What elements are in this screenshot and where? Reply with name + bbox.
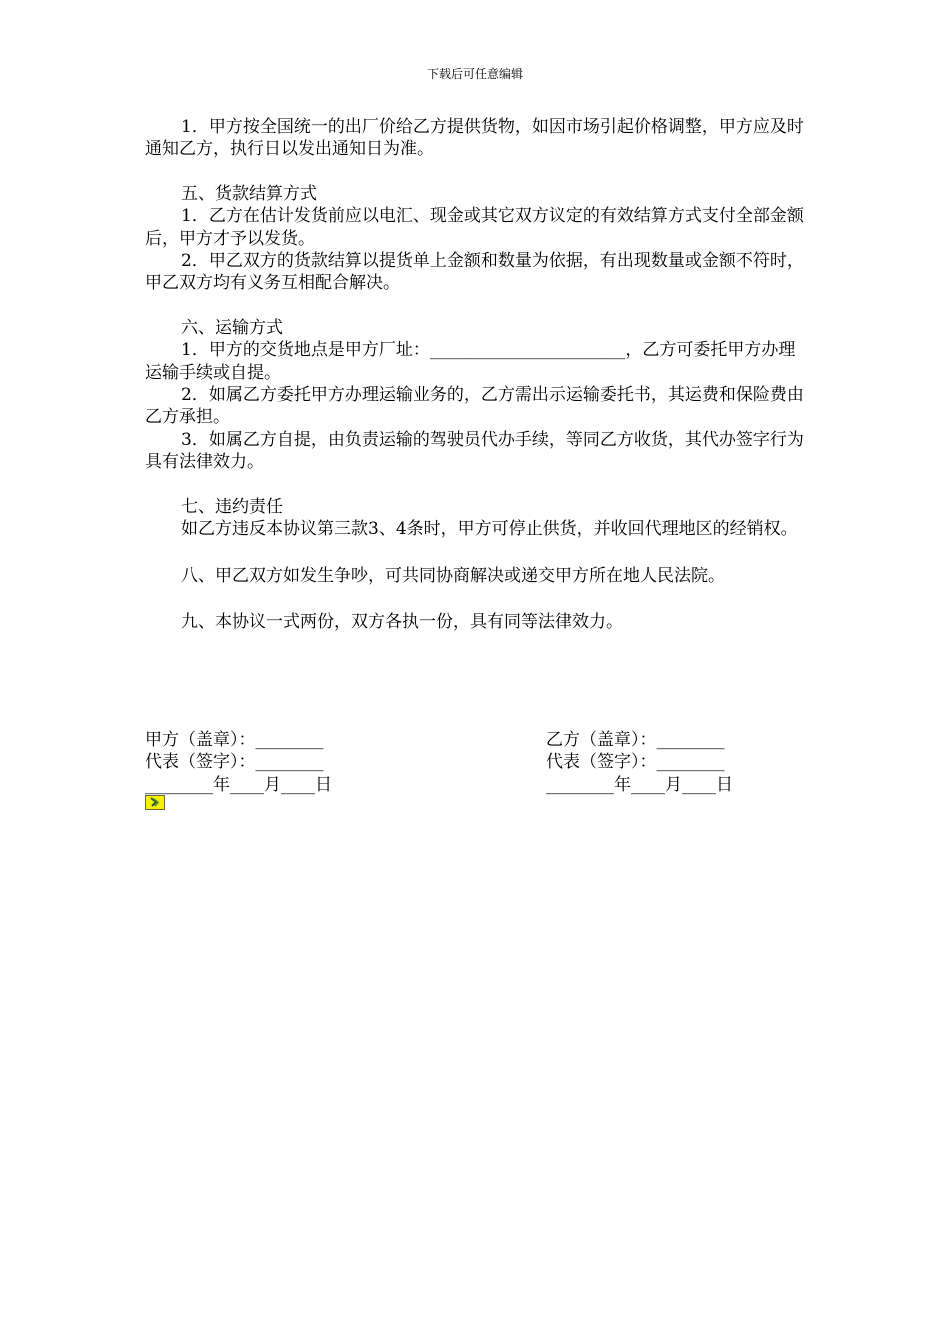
party-a-representative: 代表（签字）：________ (145, 752, 324, 773)
section-9: 九、本协议一式两份，双方各执一份，具有同等法律效力。 (181, 611, 623, 632)
party-a-seal: 甲方（盖章）：________ (145, 730, 324, 750)
section-5-title: 五、货款结算方式 (181, 183, 317, 204)
section-5-item-2: 2．甲乙双方的货款结算以提货单上金额和数量为依据，有出现数量或金额不符时，甲乙双方均有义务互相配合解决。 (145, 251, 804, 294)
section-8: 八、甲乙双方如发生争吵，可共同协商解决或递交甲方所在地人民法院。 (181, 565, 725, 586)
party-b-date: ________年____月____日 (546, 774, 733, 795)
section-6-item-2: 2．如属乙方委托甲方办理运输业务的，乙方需出示运输委托书，其运费和保险费由乙方承担。 (145, 385, 804, 428)
party-b-seal: 乙方（盖章）：________ (546, 730, 725, 750)
page-header: 下载后可任意编辑 (426, 67, 523, 81)
section-6-item-3: 3．如属乙方自提，由负责运输的驾驶员代办手续，等同乙方收货，其代办签字行为具有法律效力。 (145, 429, 804, 473)
price-clause: 1．甲方按全国统一的出厂价给乙方提供货物，如因市场引起价格调整，甲方应及时通知乙方，执行日以发出通知日为准。 (145, 117, 804, 160)
signature-stamp-icon[interactable] (145, 795, 165, 810)
party-b-representative: 代表（签字）：________ (546, 752, 725, 773)
document-body (145, 116, 805, 633)
section-7-item-1: 如乙方违反本协议第三款3、4条时，甲方可停止供货，并收回代理地区的经销权。 (181, 519, 798, 540)
party-a-date: ________年____月____日 (145, 774, 332, 795)
section-6-title: 六、运输方式 (181, 317, 283, 338)
section-6-item-1: 1．甲方的交货地点是甲方厂址：_______________________，乙方可委托甲方办理运输手续或自提。 (145, 340, 796, 383)
section-5-item-1: 1．乙方在估计发货前应以电汇、现金或其它双方议定的有效结算方式支付全部金额后，甲方才予以发货。 (145, 206, 804, 249)
section-7-title: 七、违约责任 (181, 496, 283, 517)
party-a-signature (145, 729, 405, 796)
party-b-signature (546, 729, 806, 796)
